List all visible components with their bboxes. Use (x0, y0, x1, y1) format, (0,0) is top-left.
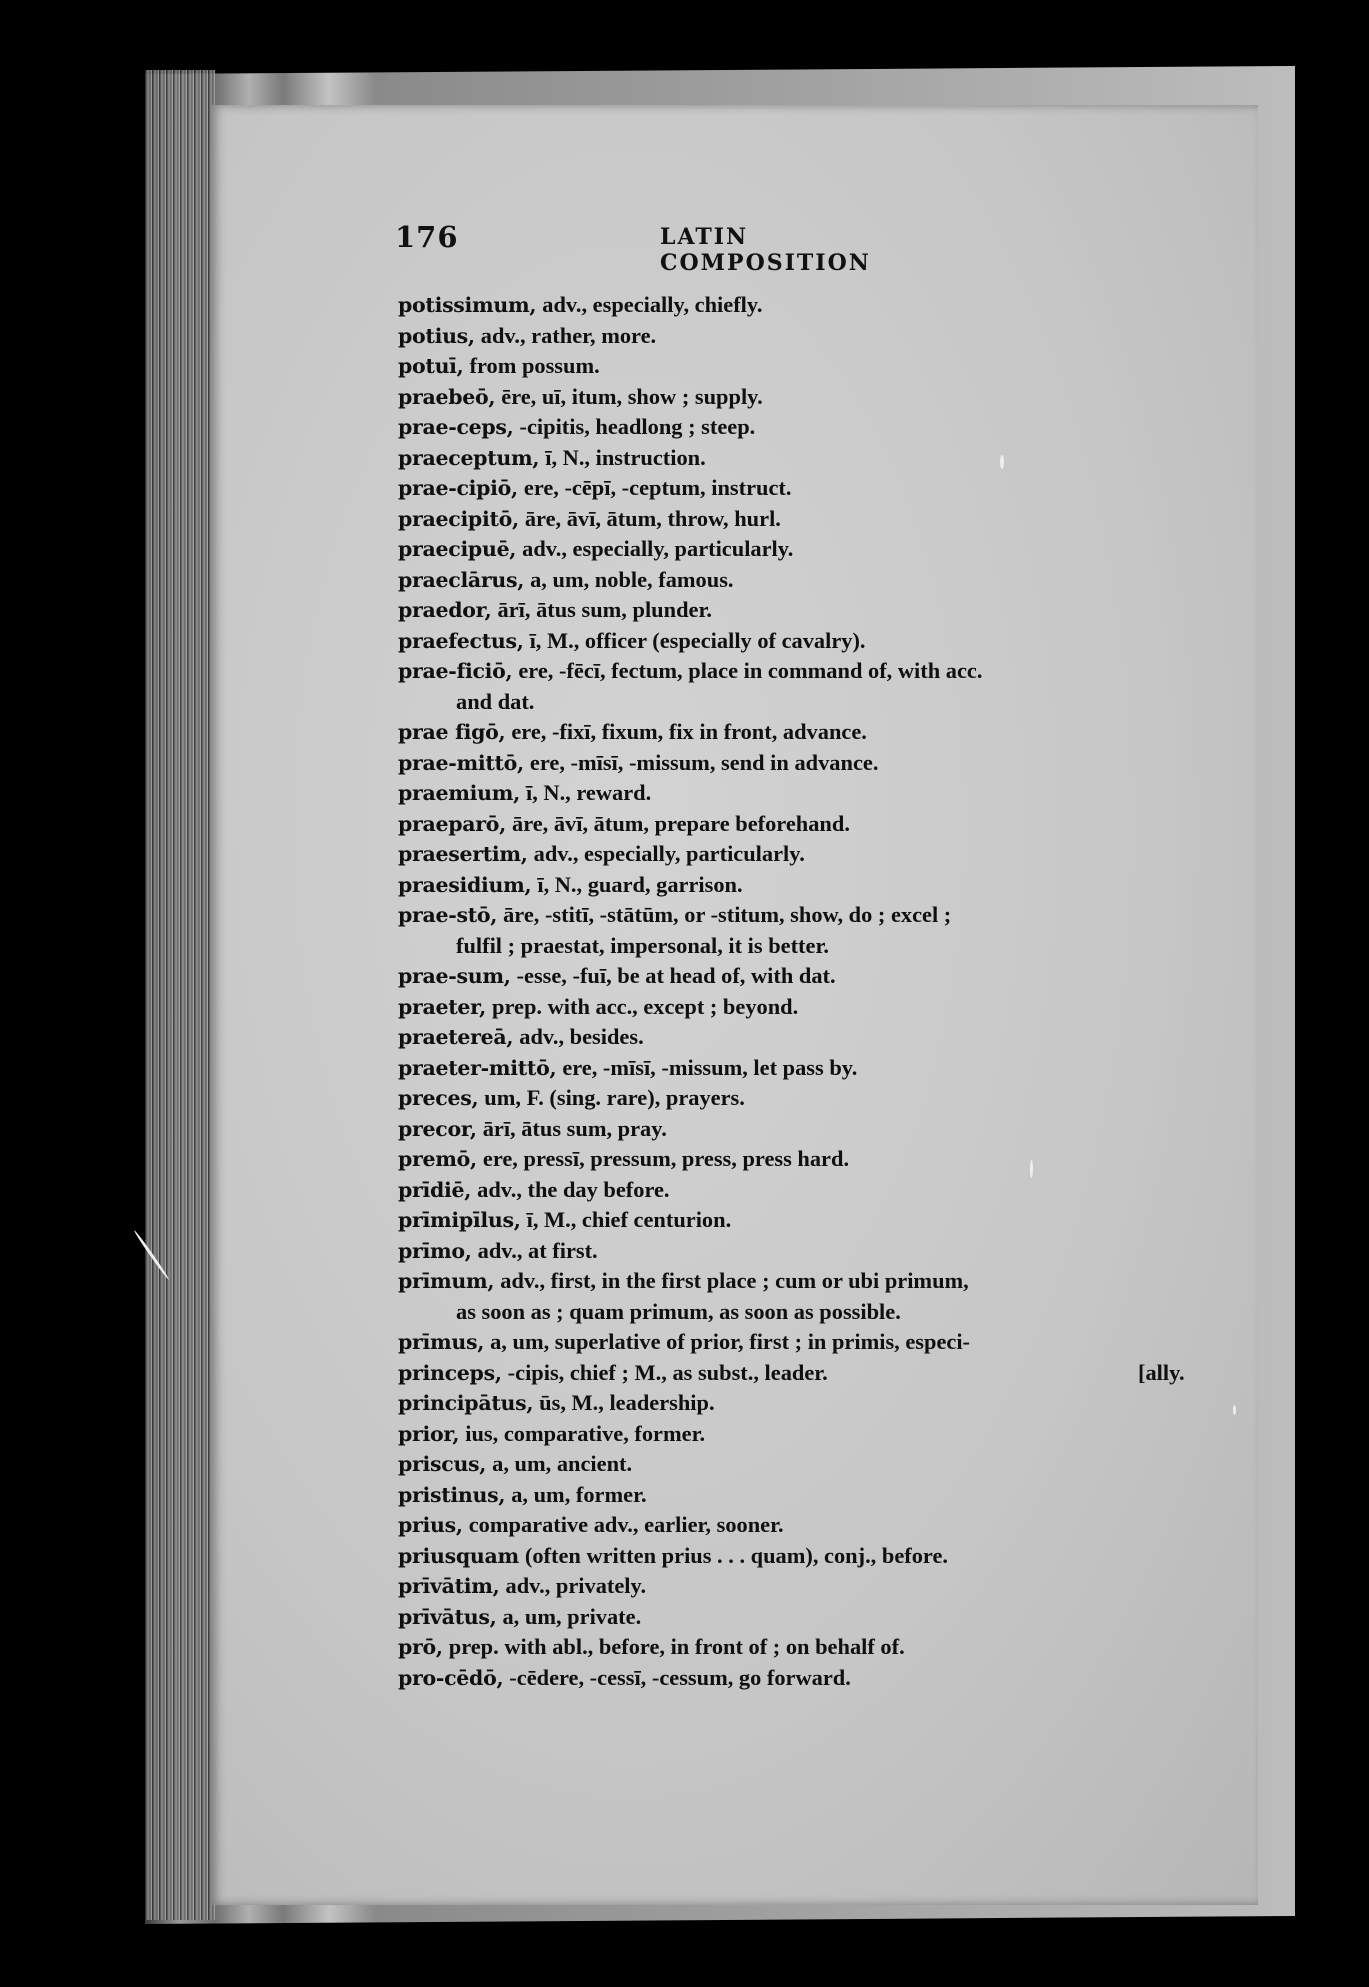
headword: precor, (398, 1116, 477, 1141)
vocabulary-entry (398, 504, 1248, 535)
headword: prō, (398, 1635, 443, 1659)
definition: āre, āvī, ātum, prepare beforehand. (512, 810, 850, 836)
headword: prīvātim, (398, 1574, 500, 1598)
definition-continuation: as soon as ; quam primum, as soon as possible. (456, 1298, 901, 1324)
headword: priusquam (398, 1543, 519, 1568)
definition: adv., besides. (519, 1024, 644, 1049)
vocabulary-entry (398, 656, 1248, 687)
dust-speck (1233, 1405, 1236, 1415)
vocabulary-entry (398, 1114, 1248, 1145)
definition: ere, -fixī, fixum, fix in front, advance. (511, 719, 867, 744)
headword: prīdiē, (398, 1177, 472, 1202)
dust-speck (1030, 1160, 1033, 1178)
definition: -esse, -fuī, be at head of, with dat. (516, 963, 836, 988)
definition: -cēdere, -cessī, -cessum, go forward. (509, 1664, 851, 1690)
vocabulary-entry (398, 351, 1248, 382)
headword: priscus, (398, 1452, 487, 1476)
definition: adv., especially, particularly. (533, 841, 805, 866)
headword: prae-ficiō, (398, 659, 513, 683)
vocabulary-entry (398, 778, 1248, 809)
definition: a, um, superlative of prior, first ; in primis, especi- (490, 1329, 971, 1354)
definition: -cipis, chief ; M., as subst., leader. (507, 1359, 828, 1385)
headword: preces, (398, 1086, 479, 1110)
headword: prae figō, (398, 720, 506, 744)
page-edges (145, 70, 215, 1920)
definition: adv., first, in the first place ; cum or ubi primum, (500, 1268, 969, 1293)
vocabulary-entry (398, 1175, 1248, 1206)
headword: praeter-mittō, (398, 1055, 557, 1080)
vocabulary-entry (398, 412, 1248, 443)
definition: ī, M., chief centurion. (526, 1207, 732, 1232)
definition: ūs, M., leadership. (539, 1390, 715, 1415)
definition: ēre, uī, itum, show ; supply. (501, 383, 763, 409)
definition: (often written prius . . . quam), conj., before. (524, 1542, 948, 1568)
vocabulary-entry (398, 1266, 1248, 1297)
headword: praefectus, (398, 628, 524, 653)
definition: a, um, ancient. (492, 1451, 633, 1476)
definition: ārī, ātus sum, plunder. (497, 597, 712, 622)
definition: -cipitis, headlong ; steep. (519, 414, 756, 439)
headword: praeparō, (398, 811, 506, 836)
headword: prae-sum, (398, 964, 511, 988)
headword: princeps, (398, 1360, 502, 1385)
page-number: 176 (395, 220, 459, 254)
vocabulary-entry (398, 1571, 1248, 1602)
vocabulary-entry (398, 1541, 1248, 1572)
vocabulary-entry (398, 1297, 1248, 1328)
definition: adv., rather, more. (480, 322, 657, 348)
vocabulary-entry (398, 1449, 1248, 1480)
vocabulary-entry (398, 870, 1248, 901)
headword: potius, (398, 323, 475, 348)
definition-continuation: and dat. (456, 688, 535, 714)
definition: ius, comparative, former. (465, 1420, 706, 1446)
headword: praeter, (398, 994, 487, 1019)
vocabulary-entry (398, 809, 1248, 840)
definition: āre, -stitī, -stātūm, or -stitum, show, do ; excel ; (503, 902, 952, 927)
definition: um, F. (sing. rare), prayers. (484, 1085, 745, 1110)
vocabulary-entry (398, 717, 1248, 748)
vocabulary-entry (398, 473, 1248, 504)
definition: ere, pressī, pressum, press, press hard. (482, 1146, 850, 1171)
vocabulary-entry (398, 961, 1248, 992)
definition: ī, N., reward. (525, 780, 652, 805)
headword: praecipitō, (398, 506, 519, 531)
vocabulary-entry (398, 1602, 1248, 1633)
vocabulary-entry (398, 290, 1248, 321)
vocabulary-entry (398, 992, 1248, 1023)
vocabulary-entry (398, 595, 1248, 626)
headword: praemium, (398, 781, 520, 805)
headword: praesidium, (398, 872, 532, 897)
vocabulary-entry (398, 1358, 1248, 1389)
headword: praedor, (398, 598, 492, 622)
definition: from possum. (469, 353, 600, 378)
vocabulary-entry (398, 1327, 1248, 1358)
page-header (395, 220, 965, 276)
headword: potuī, (398, 354, 464, 378)
vocabulary-entry (398, 1083, 1248, 1114)
headword: prīmum, (398, 1269, 495, 1293)
headword: praeclārus, (398, 567, 525, 592)
vocabulary-entry (398, 1053, 1248, 1084)
definition: prep. with acc., except ; beyond. (492, 993, 799, 1019)
vocabulary-entry (398, 931, 1248, 962)
headword: prae-cipiō, (398, 476, 518, 500)
headword: prior, (398, 1421, 460, 1446)
vocabulary-entry (398, 748, 1248, 779)
vocabulary-entry (398, 1236, 1248, 1267)
definition: a, um, private. (502, 1603, 642, 1629)
definition: ī, N., guard, garrison. (537, 871, 743, 897)
vocabulary-entry (398, 626, 1248, 657)
definition: adv., at first. (477, 1237, 598, 1263)
vocabulary-entry (398, 321, 1248, 352)
headword: prīvātus, (398, 1604, 497, 1629)
definition: āre, āvī, ātum, throw, hurl. (524, 505, 781, 531)
headword: prius, (398, 1513, 463, 1537)
dust-speck (1000, 455, 1004, 469)
vocabulary-entry (398, 1205, 1248, 1236)
running-head: LATIN COMPOSITION (660, 224, 871, 276)
headword: prīmipīlus, (398, 1208, 521, 1232)
vocabulary-entry (398, 1480, 1248, 1511)
headword: prae-ceps, (398, 415, 514, 439)
definition: ere, -cēpī, -ceptum, instruct. (523, 475, 792, 500)
definition: adv., privately. (505, 1573, 647, 1598)
vocabulary-list (398, 290, 1248, 1693)
definition: a, um, noble, famous. (530, 566, 734, 592)
vocabulary-entry (398, 565, 1248, 596)
headword: prīmus, (398, 1330, 485, 1354)
headword: praeceptum, (398, 445, 540, 470)
headword: praesertim, (398, 842, 528, 866)
headword: prīmo, (398, 1238, 472, 1263)
definition: ere, -fēcī, fectum, place in command of, with acc. (518, 658, 983, 683)
vocabulary-entry (398, 1388, 1248, 1419)
headword: prae-mittō, (398, 750, 524, 775)
definition: ere, -mīsī, -missum, let pass by. (562, 1054, 858, 1080)
headword: pro-cēdō, (398, 1665, 504, 1690)
vocabulary-entry (398, 443, 1248, 474)
headword: praecipuē, (398, 537, 517, 561)
vocabulary-entry (398, 382, 1248, 413)
definition: comparative adv., earlier, sooner. (468, 1512, 784, 1537)
definition-continuation: fulfil ; praestat, impersonal, it is better. (456, 932, 829, 958)
headword: praebeō, (398, 384, 496, 409)
vocabulary-entry (398, 1144, 1248, 1175)
vocabulary-entry (398, 1510, 1248, 1541)
definition: ī, M., officer (especially of cavalry). (529, 627, 866, 653)
vocabulary-entry (398, 1632, 1248, 1663)
headword: principātus, (398, 1391, 534, 1415)
vocabulary-entry (398, 1022, 1248, 1053)
definition: prep. with abl., before, in front of ; on behalf of. (448, 1634, 905, 1659)
definition: adv., especially, chiefly. (542, 292, 763, 317)
vocabulary-entry (398, 839, 1248, 870)
line-overflow-note: [ally. (1138, 1359, 1185, 1385)
headword: premō, (398, 1147, 477, 1171)
headword: prae-stō, (398, 903, 498, 927)
definition: ārī, ātus sum, pray. (482, 1115, 667, 1141)
headword: potissimum, (398, 293, 537, 317)
headword: praetereā, (398, 1025, 514, 1049)
headword: pristinus, (398, 1482, 506, 1507)
vocabulary-entry (398, 534, 1248, 565)
vocabulary-entry (398, 687, 1248, 718)
definition: ere, -mīsī, -missum, send in advance. (529, 749, 879, 775)
vocabulary-entry (398, 1419, 1248, 1450)
definition: adv., the day before. (477, 1176, 670, 1202)
definition: adv., especially, particularly. (522, 536, 794, 561)
definition: a, um, former. (511, 1481, 647, 1507)
definition: ī, N., instruction. (545, 444, 706, 470)
vocabulary-entry (398, 1663, 1248, 1694)
vocabulary-entry (398, 900, 1248, 931)
